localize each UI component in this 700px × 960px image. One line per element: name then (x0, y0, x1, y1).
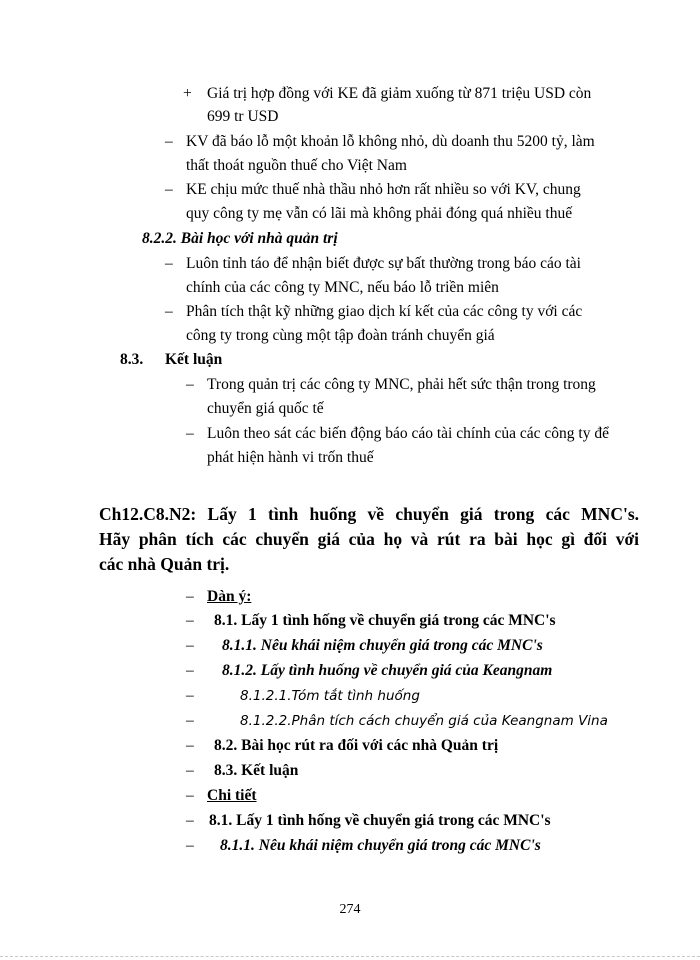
dash-marker: – (186, 737, 194, 754)
outline-item-83: 8.3. Kết luận (214, 762, 299, 779)
dash-marker: – (186, 612, 194, 629)
dash-marker: – (186, 662, 194, 679)
dash-marker: – (186, 425, 194, 442)
dash-marker: – (165, 303, 173, 320)
dash-marker: – (165, 181, 173, 198)
question-line1: Ch12.C8.N2: Lấy 1 tình huống về chuyển giá trong các MNC's. (99, 504, 639, 524)
section-822-title: 8.2.2. Bài học với nhà quản trị (142, 230, 338, 247)
section-822-item1-line2: chính của các công ty MNC, nếu báo lỗ triền miên (186, 279, 499, 296)
detail-item-81: 8.1. Lấy 1 tình hống về chuyển giá trong các MNC's (209, 812, 551, 829)
outline-item-82: 8.2. Bài học rút ra đối với các nhà Quản trị (214, 737, 499, 754)
section-83-item2-line2: phát hiện hành vi trốn thuế (207, 449, 374, 466)
outline-item-811: 8.1.1. Nêu khái niệm chuyển giá trong các MNC's (222, 637, 543, 654)
dash-marker: – (186, 837, 194, 854)
dash-marker: – (186, 376, 194, 393)
dash-marker: – (186, 762, 194, 779)
dash-marker: – (165, 133, 173, 150)
section-83-item2-line1: Luôn theo sát các biến động báo cáo tài chính của các công ty để (207, 425, 609, 442)
page-bottom-divider (0, 956, 700, 957)
chi-tiet-label: Chi tiết (207, 787, 257, 804)
page-number: 274 (339, 902, 361, 917)
outline-item-81: 8.1. Lấy 1 tình hống về chuyển giá trong các MNC's (214, 612, 556, 629)
question-line2: Hãy phân tích các chuyển giá của họ và rút ra bài học gì đối với (99, 529, 639, 549)
section-822-item2-line1: Phân tích thật kỹ những giao dịch kí kết của các công ty với các (186, 303, 583, 320)
item-ke-line2: quy công ty mẹ vẫn có lãi mà không phải đóng quá nhiều thuế (186, 205, 573, 222)
section-83-item1-line2: chuyển giá quốc tế (207, 400, 324, 417)
plus-item-line2: 699 tr USD (207, 108, 279, 125)
question-heading (99, 502, 639, 577)
section-822-item2-line2: công ty trong cùng một tập đoàn tránh chuyển giá (186, 327, 495, 344)
section-822-item1-line1: Luôn tỉnh táo để nhận biết được sự bất thường trong báo cáo tài (186, 255, 581, 272)
item-kv-line1: KV đã báo lỗ một khoản lỗ không nhỏ, dù doanh thu 5200 tỷ, làm (186, 133, 595, 150)
dash-marker: – (186, 787, 194, 804)
dan-y-label: Dàn ý: (207, 588, 252, 605)
dash-marker: – (186, 588, 194, 605)
dash-marker: – (186, 712, 194, 729)
dash-marker: – (186, 637, 194, 654)
dash-marker: – (186, 687, 194, 704)
detail-item-811: 8.1.1. Nêu khái niệm chuyển giá trong các MNC's (220, 837, 541, 854)
dash-marker: – (165, 255, 173, 272)
item-kv-line2: thất thoát nguồn thuế cho Việt Nam (186, 157, 407, 174)
section-83-number: 8.3. (120, 351, 144, 368)
item-ke-line1: KE chịu mức thuế nhà thầu nhỏ hơn rất nhiều so với KV, chung (186, 181, 581, 198)
outline-item-8121: 8.1.2.1.Tóm tắt tình huống (240, 688, 420, 704)
section-83-item1-line1: Trong quản trị các công ty MNC, phải hết sức thận trong trong (207, 376, 596, 393)
outline-item-812: 8.1.2. Lấy tình huống về chuyển giá của Keangnam (222, 662, 553, 679)
section-83-title: Kết luận (165, 351, 223, 368)
outline-item-8122: 8.1.2.2.Phân tích cách chuyển giá của Keangnam Vina (240, 713, 608, 729)
question-line3: các nhà Quản trị. (99, 554, 230, 574)
plus-item-line1: Giá trị hợp đồng với KE đã giảm xuống từ 871 triệu USD còn (207, 85, 592, 102)
plus-marker: + (183, 85, 192, 102)
dash-marker: – (186, 812, 194, 829)
